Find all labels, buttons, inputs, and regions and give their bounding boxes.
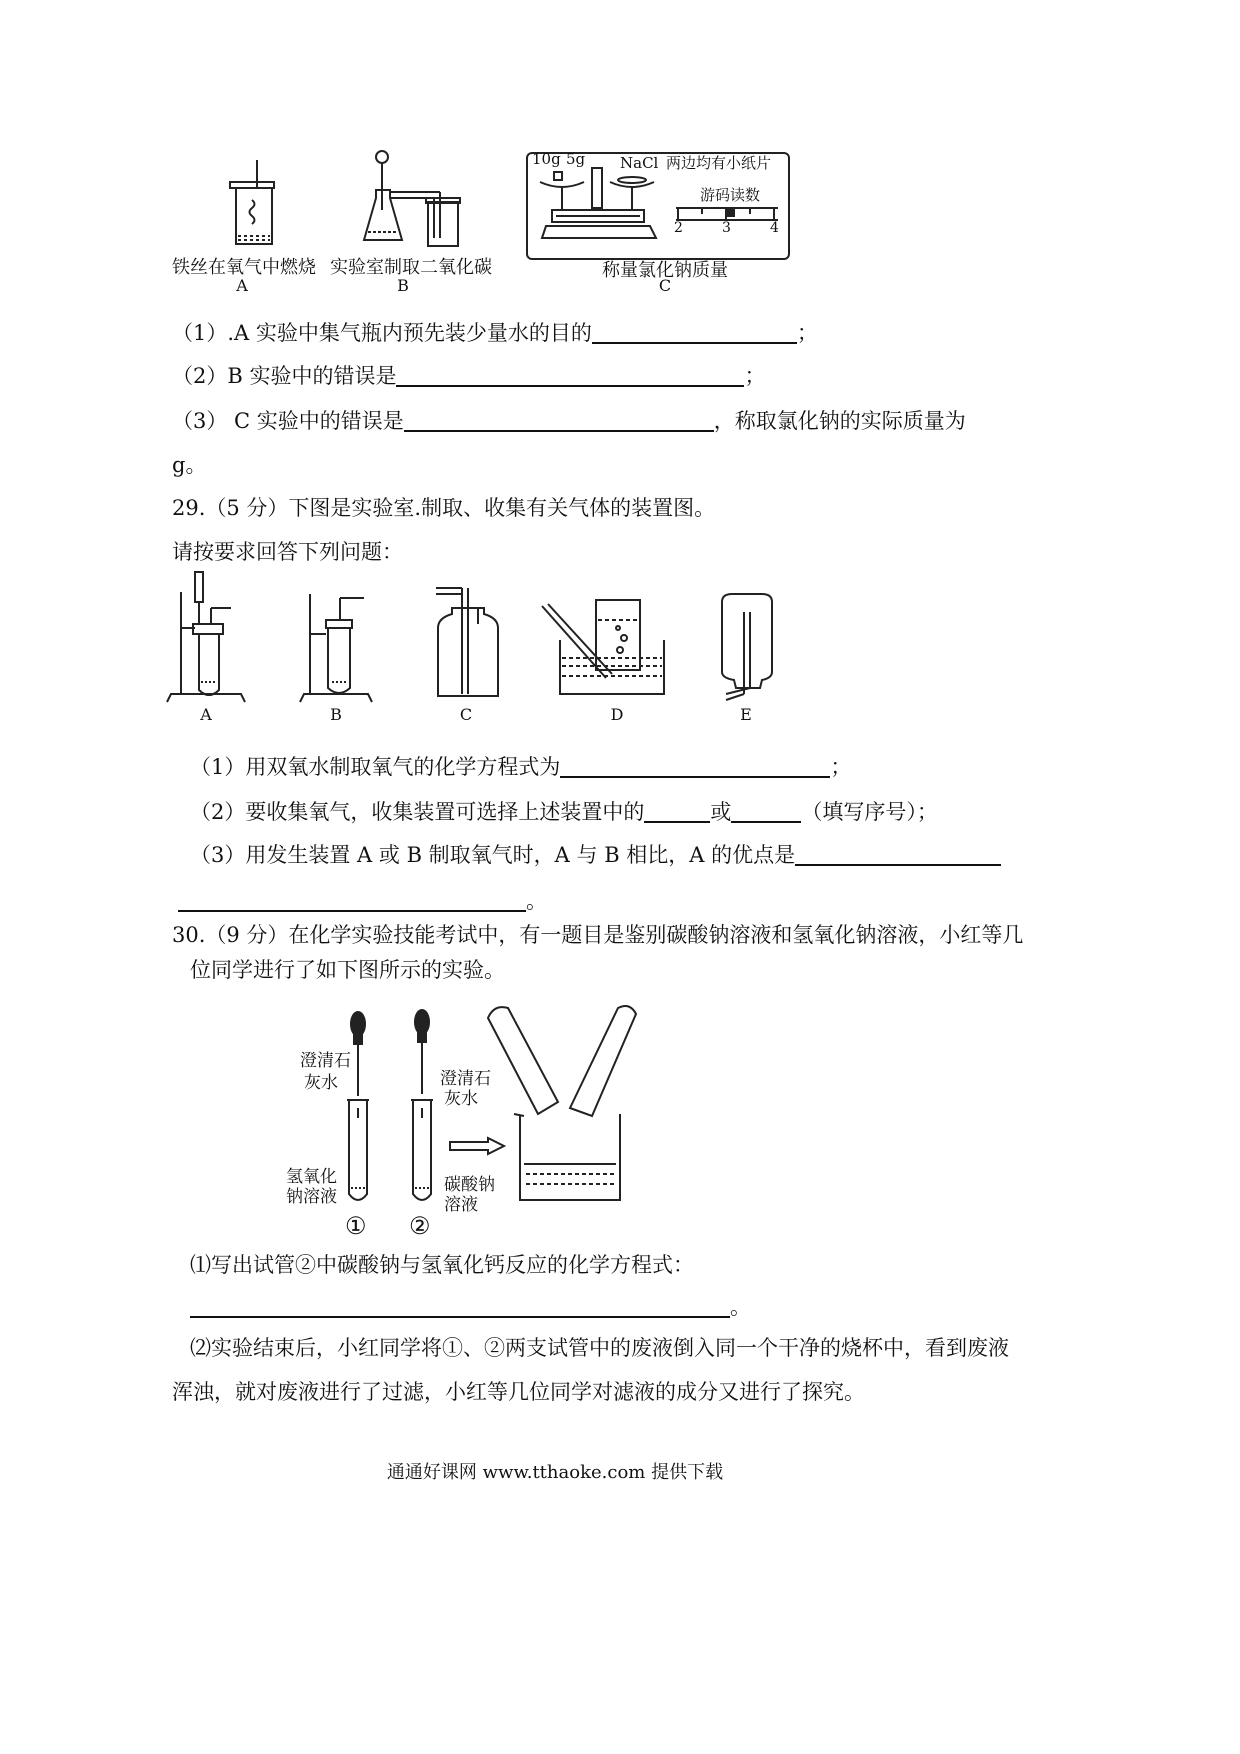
q29-blank-1[interactable] [560, 754, 830, 778]
q29-blank-2a[interactable] [644, 799, 710, 823]
letter-b: B [397, 276, 409, 295]
naoh-label-b: 钠溶液 [286, 1187, 337, 1207]
page-footer: 通通好课网 www.tthaoke.com 提供下载 [386, 1462, 724, 1483]
tick-3: 3 [722, 220, 731, 236]
q29-part-3-cont: 。 [178, 886, 547, 916]
tube-1-number: ① [345, 1212, 367, 1240]
apparatus-a-syringe-tube [165, 572, 255, 702]
q30-title-1: 30.（9 分）在化学实验技能考试中，有一题目是鉴别碳酸钠溶液和氢氧化钠溶液，小红等几 [172, 923, 1024, 947]
letter-a: A [236, 276, 248, 295]
q29-letter-a: A [200, 705, 212, 724]
apparatus-b-co2-flask [360, 150, 470, 250]
q29-letter-b: B [330, 705, 342, 724]
tick-2: 2 [674, 220, 683, 236]
test-tube-2 [407, 1098, 437, 1208]
dropper-2 [412, 1008, 432, 1098]
nacl-label: NaCl [620, 154, 659, 172]
q28-blank-2[interactable] [396, 363, 744, 387]
na2co3-label-a: 碳酸钠 [444, 1175, 495, 1195]
q30-title-2: 位同学进行了如下图所示的实验。 [190, 958, 505, 982]
apparatus-c-balance [532, 168, 682, 248]
limewater-label-1a: 澄清石 [300, 1051, 351, 1071]
q30-part-1-answer: 。 [190, 1292, 751, 1322]
q29-part-1: （1）用双氧水制取氧气的化学方程式为 ； [190, 755, 852, 779]
caption-c: 称量氯化钠质量 [602, 260, 728, 281]
q28-blank-1[interactable] [592, 320, 797, 344]
q30-blank-1[interactable] [190, 1294, 730, 1318]
q30-part-1: ⑴写出试管②中碳酸钠与氢氧化钙反应的化学方程式： [190, 1253, 694, 1277]
paper-note: 两边均有小纸片 [666, 154, 772, 172]
naoh-label-a: 氢氧化 [286, 1167, 337, 1187]
q29-letter-c: C [459, 705, 473, 724]
apparatus-a-gas-jar [222, 160, 302, 250]
q28-part-3: （3） C 实验中的错误是 ，称取氯化钠的实际质量为 [172, 409, 966, 433]
q28-blank-3[interactable] [404, 408, 714, 432]
q29-blank-2b[interactable] [731, 799, 801, 823]
q29-letter-d: D [610, 705, 624, 724]
apparatus-e-inverted-bottle [716, 592, 786, 702]
dropper-1 [348, 1010, 368, 1100]
q29-part-3: （3）用发生装置 A 或 B 制取氧气时，A 与 B 相比，A 的优点是 [190, 840, 1001, 870]
q29-intro: 请按要求回答下列问题： [172, 540, 403, 564]
q29-blank-3[interactable] [795, 842, 1001, 866]
q30-part-2-line-2: 浑浊，就对废液进行了过滤，小红等几位同学对滤液的成分又进行了探究。 [172, 1380, 865, 1404]
weight-10g: 10g [532, 150, 561, 168]
beaker-with-tubes [484, 1004, 664, 1204]
q29-letter-e: E [740, 705, 752, 724]
caption-b: 实验室制取二氧化碳 [330, 257, 492, 278]
limewater-label-2a: 澄清石 [440, 1069, 491, 1089]
limewater-label-2b: 灰水 [444, 1089, 478, 1109]
na2co3-label-b: 溶液 [444, 1195, 478, 1215]
q29-blank-3b[interactable] [178, 888, 526, 912]
rider-reading-label: 游码读数 [700, 186, 761, 204]
apparatus-c-gas-bottle [432, 584, 512, 704]
tick-4: 4 [770, 220, 779, 236]
q28-part-3-unit: g。 [172, 453, 207, 477]
limewater-label-1b: 灰水 [304, 1073, 338, 1093]
caption-a: 铁丝在氧气中燃烧 [172, 257, 316, 278]
q28-part-1: （1）.A 实验中集气瓶内预先装少量水的目的 ； [172, 321, 818, 345]
q28-part-2: （2）B 实验中的错误是 ； [172, 364, 766, 388]
apparatus-d-water-trough [540, 600, 670, 710]
letter-c: C [658, 276, 672, 295]
q29-part-2: （2）要收集氧气，收集装置可选择上述装置中的 或 （填写序号）； [190, 800, 938, 824]
test-tube-1 [343, 1098, 373, 1208]
q29-title: 29.（5 分）下图是实验室.制取、收集有关气体的装置图。 [172, 496, 716, 520]
q30-part-2-line-1: ⑵实验结束后，小红同学将①、②两支试管中的废液倒入同一个干净的烧杯中，看到废液 [190, 1336, 1009, 1360]
tube-2-number: ② [409, 1212, 431, 1240]
weight-5g: 5g [566, 150, 586, 168]
apparatus-b-tube [298, 584, 388, 704]
